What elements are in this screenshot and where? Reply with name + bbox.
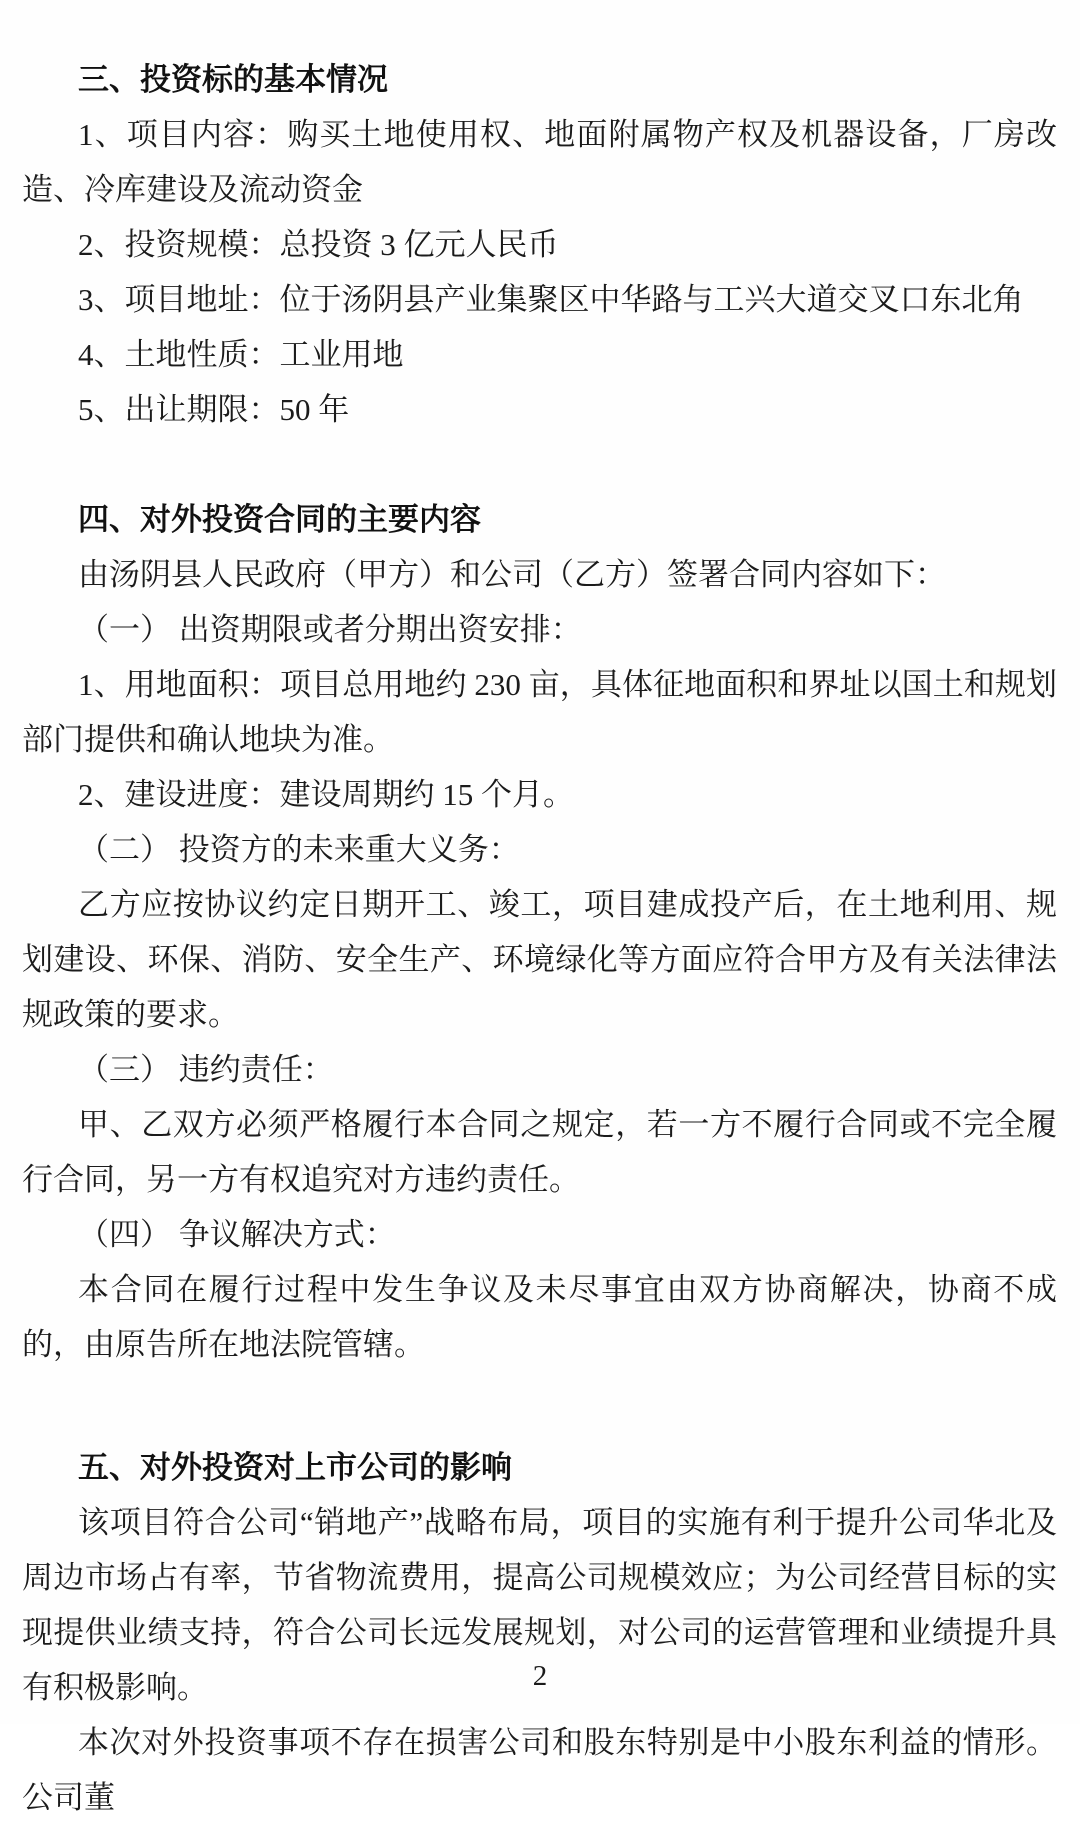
paragraph-breach-detail: 甲、乙双方必须严格履行本合同之规定，若一方不履行合同或不完全履行合同，另一方有权追究对方违约责任。 [22,1107,1057,1197]
section-heading-investment-target: 三、投资标的基本情况 [78,62,388,97]
paragraph-investment-scale: 2、投资规模：总投资 3 亿元人民币 [78,227,559,262]
paragraph-land-nature: 4、土地性质：工业用地 [78,337,404,372]
paragraph-land-area: 1、用地面积：项目总用地约 230 亩，具体征地面积和界址以国土和规划部门提供和确认地块为准。 [22,667,1057,757]
paragraph-contract-parties: 由汤阴县人民政府（甲方）和公司（乙方）签署合同内容如下： [78,557,946,592]
page-number: 2 [532,1660,548,1692]
paragraph-shareholder-interests: 本次对外投资事项不存在损害公司和股东特别是中小股东利益的情形。公司董 [22,1725,1057,1815]
section-heading-impact-on-company: 五、对外投资对上市公司的影响 [78,1450,512,1485]
paragraph-subheading-investor-obligations: （二） 投资方的未来重大义务： [78,832,520,867]
paragraph-construction-progress: 2、建设进度：建设周期约 15 个月。 [78,777,574,812]
paragraph-obligations-detail: 乙方应按协议约定日期开工、竣工，项目建成投产后，在土地利用、规划建设、环保、消防、安全生产、环境绿化等方面应符合甲方及有关法律法规政策的要求。 [22,887,1057,1032]
blank-line [22,437,1057,492]
paragraph-grant-term: 5、出让期限：50 年 [78,392,350,427]
blank-line [22,1372,1057,1440]
paragraph-subheading-dispute-resolution: （四） 争议解决方式： [78,1217,396,1252]
paragraph-project-address: 3、项目地址：位于汤阴县产业集聚区中华路与工兴大道交叉口东北角 [78,282,1024,317]
paragraph-project-content: 1、项目内容：购买土地使用权、地面附属物产权及机器设备，厂房改造、冷库建设及流动资金 [22,117,1057,207]
paragraph-subheading-breach-liability: （三） 违约责任： [78,1052,334,1087]
paragraph-dispute-detail: 本合同在履行过程中发生争议及未尽事宜由双方协商解决，协商不成的，由原告所在地法院管辖。 [22,1272,1057,1362]
paragraph-strategic-impact: 该项目符合公司“销地产”战略布局，项目的实施有利于提升公司华北及周边市场占有率，节省物流费用，提高公司规模效应；为公司经营目标的实现提供业绩支持，符合公司长远发展规划，对公司的运营管理和业绩提升具有积极影响。 [22,1505,1057,1705]
section-heading-contract-content: 四、对外投资合同的主要内容 [78,502,481,537]
paragraph-subheading-funding-schedule: （一） 出资期限或者分期出资安排： [78,612,582,647]
